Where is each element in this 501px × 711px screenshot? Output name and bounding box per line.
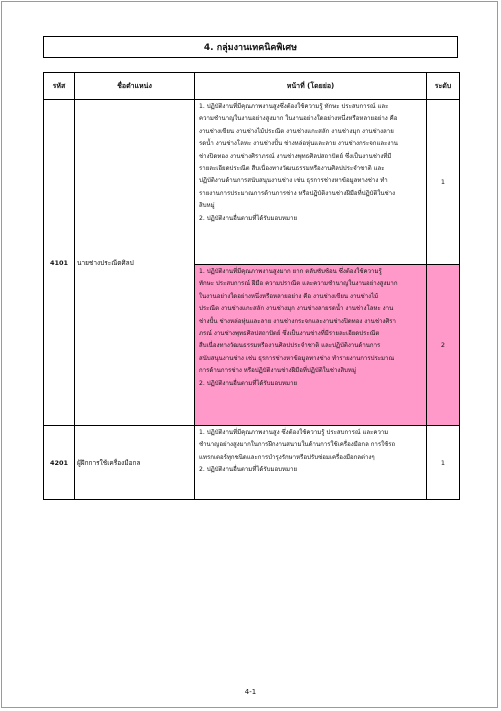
duty-line: ช่างปิดทอง งานช่างศิราภรณ์ งานช่างพุทธศิลปสถาปัตย์ ซึ่งเป็นงานช่างที่มี	[199, 152, 392, 160]
table-header-row	[44, 73, 460, 100]
row-position: นายช่างประณีตศิลป	[75, 100, 195, 426]
duty-line: การด้านการช่าง หรือปฏิบัติงานช่างฝีมือที่ปฏิบัติในช่างสิบหมู่	[199, 367, 356, 375]
duty-line: ทักษะ ประสบการณ์ ฝีมือ ความปราณีต และความชำนาญในงานอย่างสูงมาก	[199, 280, 398, 288]
duty-line: ปฏิบัติงานด้านการสนับสนุนงานช่าง เช่น ธุรการช่างหาข้อมูลทางช่าง ทำ	[199, 177, 388, 185]
row-level: 1	[427, 100, 460, 265]
duty-line: 2. ปฏิบัติงานอื่นตามที่ได้รับมอบหมาย	[199, 379, 298, 387]
duty-line: รายงานการประมาณการด้านการช่าง หรือปฏิบัติงานช่างฝีมือที่ปฏิบัติในช่าง	[199, 189, 396, 197]
header-position: ชื่อตำแหน่ง	[75, 73, 195, 100]
duty-line: แทรกเตอร์ทุกชนิดและการบำรุงรักษาหรือปรับซ่อมเครื่องมือกลต่างๆ	[199, 453, 375, 461]
duty-line: สนับสนุนงานช่าง เช่น ธุรการช่างหาข้อมูลทางช่าง ทำรายงานการประมาณ	[199, 354, 395, 362]
header-duties: หน้าที่ (โดยย่อ)	[195, 73, 427, 100]
duty-line: 1. ปฏิบัติงานที่มีคุณภาพงานสูง ซึ่งต้องใช้ความรู้ ประสบการณ์ และความ	[199, 429, 389, 436]
row-position: ผู้ฝึกการใช้เครื่องมือกล	[75, 426, 195, 500]
row-level: 1	[427, 426, 460, 500]
duty-line: ช่างปั้น ช่างหล่อหุ่นและลาย งานช่างกระจกและงานช่างปิดทอง งานช่างศิรา	[199, 317, 396, 325]
table-row	[44, 100, 460, 265]
duty-line: 1. ปฏิบัติงานที่มีคุณภาพงานสูงซึ่งต้องใช้ความรู้ ทักษะ ประสบการณ์ และ	[199, 103, 389, 110]
duty-line: รายละเอียดประณีต สืบเนื่องทางวัฒนธรรมหรืองานศิลปประจำชาติ และ	[199, 165, 385, 173]
duty-line: งานช่างเขียน งานช่างไม้ประณีต งานช่างแกะสลัก งานช่างมุก งานช่างลาย	[199, 127, 394, 135]
row-duties-highlighted	[195, 265, 427, 426]
row-code: 4201	[44, 426, 75, 500]
duty-line: ชำนาญอย่างสูงมากในการฝึกงานสนามในด้านการใช้เครื่องมือกล การใช้รถ	[199, 441, 396, 449]
duty-line: 2. ปฏิบัติงานอื่นตามที่ได้รับมอบหมาย	[199, 214, 298, 222]
duty-line: รดน้ำ งานช่างโลหะ งานช่างปั้น ช่างหล่อหุ่นและลาย งานช่างกระจกและงาน	[199, 140, 398, 148]
section-title-text: 4. กลุ่มงานเทคนิคพิเศษ	[203, 43, 298, 53]
duty-line: 2. ปฏิบัติงานอื่นตามที่ได้รับมอบหมาย	[199, 466, 298, 474]
duty-line: 1. ปฏิบัติงานที่มีคุณภาพงานสูงมาก ยาก ตลับซับซ้อน ซึ่งต้องใช้ความรู้	[199, 268, 382, 275]
header-level: ระดับ	[427, 73, 460, 100]
header-code: รหัส	[44, 73, 75, 100]
row-code: 4101	[44, 100, 75, 426]
section-title	[43, 36, 458, 58]
duty-line: ความชำนาญในงานอย่างสูงมาก ในงานอย่างใดอย่างหนึ่งหรือหลายอย่าง คือ	[199, 115, 398, 123]
row-level-highlighted: 2	[427, 265, 460, 426]
duty-line: ประณีต งานช่างแกะสลัก งานช่างมุก งานช่างลายรดน้ำ งานช่างโลหะ งาน	[199, 305, 394, 313]
duty-line: ในงานอย่างใดอย่างหนึ่งหรือหลายอย่าง คือ งานช่างเขียน งานช่างไม้	[199, 292, 379, 300]
row-duties	[195, 100, 427, 265]
position-table	[43, 72, 460, 500]
row-duties	[195, 426, 427, 500]
duty-line: สืบเนื่องทางวัฒนธรรมหรืองานศิลปประจำชาติ และปฏิบัติงานด้านการ	[199, 342, 381, 350]
duty-line: ภรณ์ งานช่างพุทธศิลปสถาปัตย์ ซึ่งเป็นงานช่างที่มีรายละเอียดประณีต	[199, 330, 380, 338]
table-row	[44, 426, 460, 500]
page-number: 4-1	[244, 688, 257, 696]
duty-line: สิบหมู่	[199, 202, 215, 210]
